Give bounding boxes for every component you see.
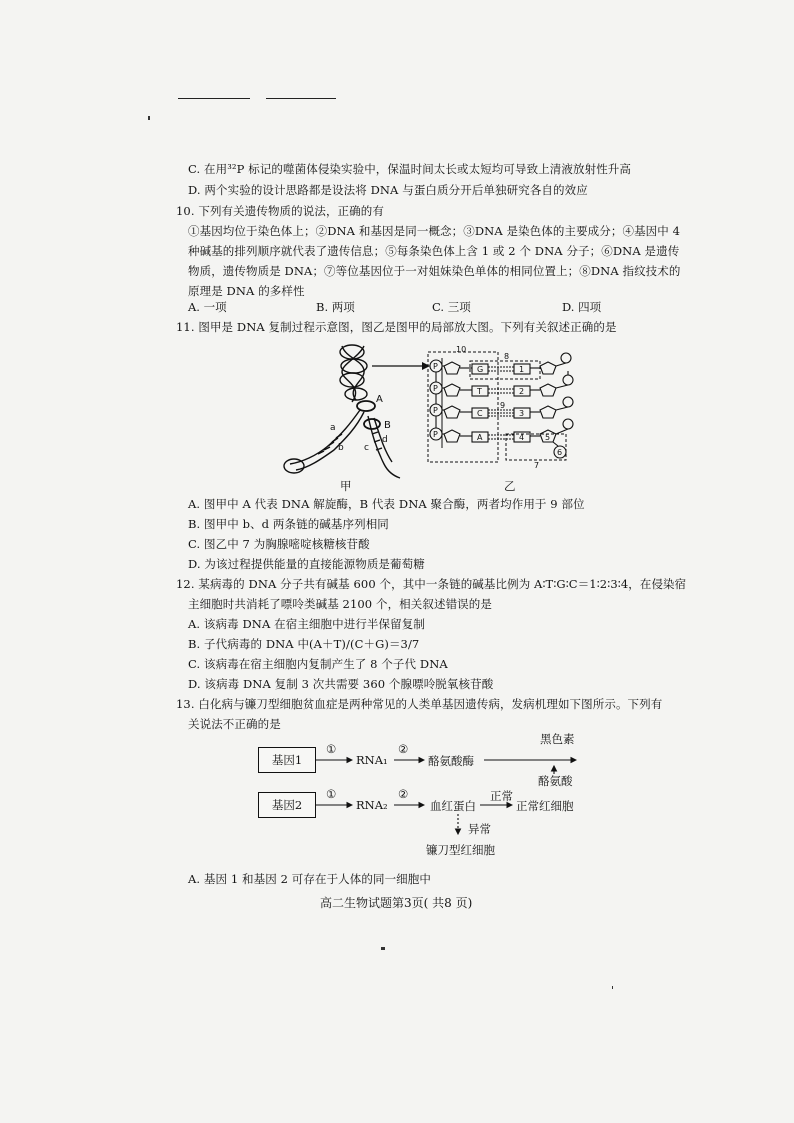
q12-option-b: B. 子代病毒的 DNA 中(A＋T)/(C＋G)＝3/7 xyxy=(188,637,420,651)
q10-option-d: D. 四项 xyxy=(562,300,602,314)
rna1-label: RNA₁ xyxy=(356,753,388,767)
step-2b-label: ② xyxy=(398,787,409,801)
page-footer: 高二生物试题第3页( 共8 页) xyxy=(320,896,473,910)
step-1-label: ① xyxy=(326,742,337,756)
q12-option-d: D. 该病毒 DNA 复制 3 次共需要 360 个腺嘌呤脱氧核苷酸 xyxy=(188,677,494,691)
phosphate-label: P xyxy=(433,406,438,415)
q11-option-b: B. 图甲中 b、d 两条链的碱基序列相同 xyxy=(188,517,389,531)
q10-option-b: B. 两项 xyxy=(316,300,355,314)
yi-label-8: 8 xyxy=(504,352,510,361)
base-right-2: 2 xyxy=(519,387,525,396)
jia-label-c: c xyxy=(364,443,369,453)
enzyme-label: 酪氨酸酶 xyxy=(428,754,474,768)
q11-option-c: C. 图乙中 7 为胸腺嘧啶核糖核苷酸 xyxy=(188,537,370,551)
q11-option-d: D. 为该过程提供能量的直接能源物质是葡萄糖 xyxy=(188,557,425,571)
q12-option-a: A. 该病毒 DNA 在宿主细胞中进行半保留复制 xyxy=(188,617,425,631)
sickle-rbc-label: 镰刀型红细胞 xyxy=(426,843,495,857)
yi-label-6: 6 xyxy=(557,448,563,457)
tyrosine-label: 酪氨酸 xyxy=(538,774,573,788)
base-right-4: 4 xyxy=(519,433,525,442)
jia-label-b-upper: B xyxy=(384,420,391,431)
gene2-box: 基因2 xyxy=(258,792,316,818)
abnormal-label: 异常 xyxy=(468,822,491,836)
yi-label-5: 5 xyxy=(545,433,551,442)
header-rule xyxy=(266,98,336,99)
rna2-label: RNA₂ xyxy=(356,798,388,812)
base-left-4: A xyxy=(477,433,483,442)
dna-detail-figure-yi xyxy=(426,344,586,472)
q12-stem-cont: 主细胞时共消耗了嘌呤类碱基 2100 个，相关叙述错误的是 xyxy=(188,597,492,611)
q10-line: 物质，遗传物质是 DNA；⑦等位基因位于一对姐妹染色单体的相同位置上；⑧DNA 指纹技术的 xyxy=(188,264,681,278)
jia-label-a-lower: a xyxy=(330,423,336,433)
q10-stem: 10. 下列有关遗传物质的说法，正确的有 xyxy=(176,204,384,218)
step-2-label: ② xyxy=(398,742,409,756)
melanin-label: 黑色素 xyxy=(540,732,575,746)
base-left-1: G xyxy=(477,365,484,374)
figure-label-jia: 甲 xyxy=(340,479,352,493)
header-rule xyxy=(178,98,250,99)
q9-option-d: D. 两个实验的设计思路都是设法将 DNA 与蛋白质分开后单独研究各自的效应 xyxy=(188,183,588,197)
q10-line: 种碱基的排列顺序就代表了遗传信息；⑤每条染色体上含 1 或 2 个 DNA 分子；⑥DNA 是遗传 xyxy=(188,244,680,258)
q13-stem-cont: 关说法不正确的是 xyxy=(188,717,281,731)
figure-label-yi: 乙 xyxy=(504,479,516,493)
q12-stem: 12. 某病毒的 DNA 分子共有碱基 600 个，其中一条链的碱基比例为 A∶T∶G∶C＝1∶2∶3∶4，在侵染宿 xyxy=(176,577,687,591)
phosphate-label: P xyxy=(433,384,438,393)
phosphate-label: P xyxy=(433,362,438,371)
hemoglobin-label: 血红蛋白 xyxy=(430,799,476,813)
base-right-1: 1 xyxy=(519,365,525,374)
scan-speck xyxy=(381,947,385,950)
q10-option-a: A. 一项 xyxy=(188,300,227,314)
yi-label-10: 10 xyxy=(456,345,467,354)
jia-label-a-upper: A xyxy=(376,394,383,405)
step-1b-label: ① xyxy=(326,787,337,801)
q12-option-c: C. 该病毒在宿主细胞内复制产生了 8 个子代 DNA xyxy=(188,657,448,671)
scan-speck xyxy=(148,116,150,120)
gene1-box: 基因1 xyxy=(258,747,316,773)
yi-label-7: 7 xyxy=(534,461,540,470)
base-left-2: T xyxy=(477,387,482,396)
q13-stem: 13. 白化病与镰刀型细胞贫血症是两种常见的人类单基因遗传病，发病机理如下图所示。下列有 xyxy=(176,697,663,711)
base-left-3: C xyxy=(477,409,483,418)
zoom-arrow xyxy=(372,360,430,372)
phosphate-label: P xyxy=(433,430,438,439)
normal-label: 正常 xyxy=(490,789,513,803)
q13-option-a: A. 基因 1 和基因 2 可存在于人体的同一细胞中 xyxy=(188,872,431,886)
jia-label-b-lower: b xyxy=(338,443,344,453)
q11-option-a: A. 图甲中 A 代表 DNA 解旋酶，B 代表 DNA 聚合酶，两者均作用于 9 部位 xyxy=(188,497,585,511)
base-right-3: 3 xyxy=(519,409,525,418)
q10-line: 原理是 DNA 的多样性 xyxy=(188,284,305,298)
scan-speck xyxy=(612,986,613,989)
q11-stem: 11. 图甲是 DNA 复制过程示意图，图乙是图甲的局部放大图。下列有关叙述正确的是 xyxy=(176,320,617,334)
jia-label-d: d xyxy=(382,435,388,445)
normal-rbc-label: 正常红细胞 xyxy=(516,799,574,813)
q10-line: ①基因均位于染色体上；②DNA 和基因是同一概念；③DNA 是染色体的主要成分；④基因中 4 xyxy=(188,224,681,238)
yi-label-9: 9 xyxy=(500,401,506,410)
q9-option-c: C. 在用³²P 标记的噬菌体侵染实验中，保温时间太长或太短均可导致上清液放射性升高 xyxy=(188,162,632,176)
q10-option-c: C. 三项 xyxy=(432,300,471,314)
